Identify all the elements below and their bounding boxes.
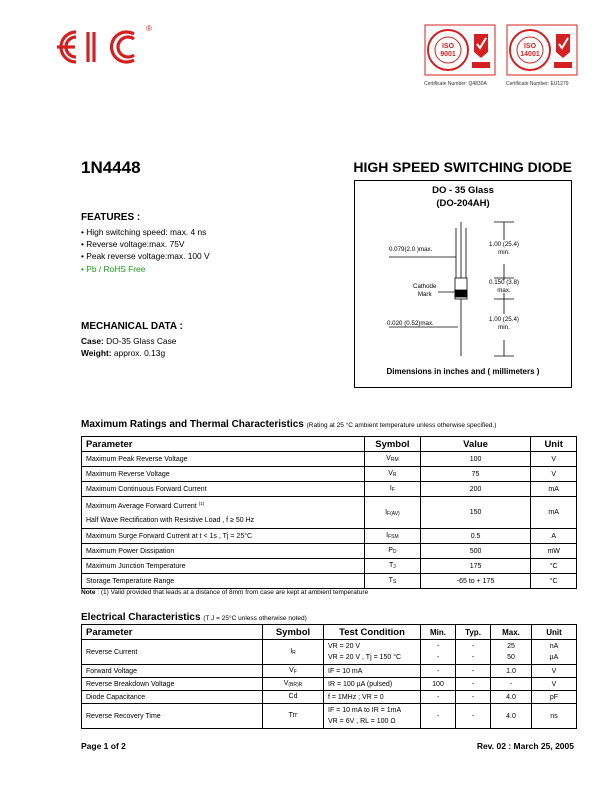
symbol: I bbox=[389, 485, 392, 492]
param-cell: Maximum Peak Reverse Voltage bbox=[82, 452, 365, 467]
case-label: Case: bbox=[81, 336, 104, 346]
symbol: T bbox=[389, 562, 394, 569]
symbol: P bbox=[388, 547, 393, 554]
symbol: V bbox=[289, 667, 294, 674]
condition-cell: f = 1MHz ; VR = 0 bbox=[324, 691, 421, 704]
symbol: V bbox=[388, 470, 393, 477]
cert-caption: Certificate Number: EU1279 bbox=[506, 81, 569, 87]
note-label: Note bbox=[81, 589, 96, 596]
symbol-cell bbox=[365, 452, 421, 467]
col-header: Unit bbox=[531, 437, 577, 452]
svg-text:14001: 14001 bbox=[520, 51, 540, 58]
dim-value: 1.00 (25.4) bbox=[489, 241, 519, 248]
dim-lead-dia: 0.079(2.0 )max. bbox=[389, 246, 433, 253]
col-header: Symbol bbox=[365, 437, 421, 452]
condition-line: VR = 6V , RL = 100 Ω bbox=[328, 718, 396, 725]
symbol-cell bbox=[365, 482, 421, 497]
revision: Rev. 02 : March 25, 2005 bbox=[476, 741, 574, 751]
mechanical-heading: MECHANICAL DATA : bbox=[81, 321, 183, 332]
feature-item: • Reverse voltage:max. 75V bbox=[81, 239, 185, 250]
param-cell: Maximum Power Dissipation bbox=[82, 544, 365, 559]
dim-body-len bbox=[487, 279, 521, 295]
symbol-cell bbox=[365, 497, 421, 529]
col-header: Unit bbox=[532, 625, 577, 640]
iso-9001-cert bbox=[424, 24, 496, 87]
svg-text:ISO: ISO bbox=[441, 43, 455, 50]
iso-14001-cert bbox=[506, 24, 578, 87]
dim-min: min. bbox=[498, 249, 510, 256]
max-cell: - bbox=[491, 678, 532, 691]
symbol: V bbox=[386, 455, 391, 462]
max-ratings-table bbox=[81, 436, 577, 589]
unit-cell: mA bbox=[531, 497, 577, 529]
param-cell: Reverse Recovery Time bbox=[82, 704, 263, 729]
typ-cell: - bbox=[456, 665, 491, 678]
symbol-sub: RM bbox=[390, 457, 399, 463]
typ-cell: - bbox=[456, 691, 491, 704]
max-cell: 1.0 bbox=[491, 665, 532, 678]
table-row bbox=[82, 691, 577, 704]
mechanical-data bbox=[81, 335, 176, 359]
param-cell: Maximum Reverse Voltage bbox=[82, 467, 365, 482]
param-cell: Maximum Junction Temperature bbox=[82, 559, 365, 574]
min-cell: - bbox=[421, 665, 456, 678]
col-header: Parameter bbox=[82, 437, 365, 452]
dim-lead-bot bbox=[487, 316, 521, 332]
table-row bbox=[82, 497, 577, 529]
features-list bbox=[81, 226, 210, 275]
mark-label: Mark bbox=[417, 291, 432, 298]
unit-cell: A bbox=[531, 529, 577, 544]
min-line: - bbox=[436, 643, 440, 650]
min-line: - bbox=[436, 654, 440, 661]
section-title: Maximum Ratings and Thermal Characteristics bbox=[81, 419, 304, 430]
param-line: Half Wave Rectification with Resistive Load , f ≥ 50 Hz bbox=[86, 517, 255, 524]
unit-cell: V bbox=[532, 678, 577, 691]
table-row bbox=[82, 452, 577, 467]
unit-line: µA bbox=[549, 654, 559, 661]
doc-title: HIGH SPEED SWITCHING DIODE bbox=[353, 159, 572, 175]
symbol: V bbox=[283, 680, 289, 687]
max-line: 25 bbox=[507, 643, 515, 650]
feature-item-rohs: • Pb / RoHS Free bbox=[81, 263, 146, 274]
table-row bbox=[82, 544, 577, 559]
typ-cell: - bbox=[456, 678, 491, 691]
value-cell: 175 bbox=[420, 559, 531, 574]
symbol-cell bbox=[263, 678, 324, 691]
min-cell: - bbox=[421, 704, 456, 729]
typ-cell: - bbox=[456, 704, 491, 729]
unit-cell: V bbox=[531, 467, 577, 482]
eic-logo bbox=[48, 24, 158, 70]
dim-max: max. bbox=[497, 287, 511, 294]
symbol-cell bbox=[263, 640, 324, 665]
unit-cell: mA bbox=[531, 482, 577, 497]
max-ratings-heading bbox=[81, 419, 496, 430]
table-header-row bbox=[82, 625, 577, 640]
param-cell: Reverse Breakdown Voltage bbox=[82, 678, 263, 691]
dim-min: min. bbox=[498, 324, 510, 331]
min-cell: 100 bbox=[421, 678, 456, 691]
condition-line: IF = 10 mA to IR = 1mA bbox=[328, 707, 402, 714]
symbol-sub: J bbox=[393, 564, 396, 570]
symbol-sub: R bbox=[392, 472, 397, 478]
symbol: Cd bbox=[288, 693, 298, 700]
symbol: I bbox=[386, 532, 389, 539]
case-value: DO-35 Glass Case bbox=[103, 336, 177, 346]
col-header: Symbol bbox=[263, 625, 324, 640]
table-row bbox=[82, 574, 577, 589]
param-cell: Maximum Surge Forward Current at t < 1s , Tj = 25°C bbox=[82, 529, 365, 544]
table-row bbox=[82, 678, 577, 691]
cathode-label: Cathode bbox=[413, 283, 437, 290]
features-heading: FEATURES : bbox=[81, 212, 141, 223]
symbol: T bbox=[388, 577, 393, 584]
unit-cell: pF bbox=[532, 691, 577, 704]
min-cell bbox=[421, 640, 456, 665]
dim-cathode bbox=[413, 283, 436, 299]
param-cell: Forward Voltage bbox=[82, 665, 263, 678]
value-cell: 100 bbox=[420, 452, 531, 467]
max-cell: 4.0 bbox=[491, 704, 532, 729]
condition-line: VR = 20 V , Tj = 150 °C bbox=[328, 654, 402, 661]
max-line: 50 bbox=[507, 654, 515, 661]
unit-cell: ns bbox=[532, 704, 577, 729]
symbol-sub: F(AV) bbox=[387, 510, 400, 517]
package-alt: (DO-204AH) bbox=[436, 198, 490, 209]
note-text: : (1) Valid provided that leads at a distance of 8mm from case are kept at ambient temperature bbox=[95, 589, 369, 596]
unit-cell: °C bbox=[531, 559, 577, 574]
typ-line: - bbox=[471, 643, 475, 650]
dim-value: 1.00 (25.4) bbox=[489, 316, 519, 323]
table-row bbox=[82, 467, 577, 482]
electrical-table bbox=[81, 624, 577, 729]
section-condition: (Rating at 25 °C ambient temperature unless otherwise specified.) bbox=[306, 422, 497, 429]
table-row bbox=[82, 665, 577, 678]
table-row bbox=[82, 529, 577, 544]
typ-cell bbox=[456, 640, 491, 665]
dim-body-dia: 0.020 (0.52)max. bbox=[387, 320, 434, 327]
feature-item: • Peak reverse voltage:max. 100 V bbox=[81, 251, 210, 262]
table-header-row bbox=[82, 437, 577, 452]
symbol-cell bbox=[365, 529, 421, 544]
param-cell: Reverse Current bbox=[82, 640, 263, 665]
col-header: Typ. bbox=[456, 625, 491, 640]
svg-text:ISO: ISO bbox=[523, 43, 537, 50]
symbol-cell bbox=[263, 704, 324, 729]
symbol-sub: (BR)R bbox=[288, 682, 303, 688]
symbol-cell bbox=[365, 467, 421, 482]
value-cell: -65 to + 175 bbox=[420, 574, 531, 589]
condition-cell: IF = 10 mA bbox=[324, 665, 421, 678]
package-caption: Dimensions in inches and ( millimeters ) bbox=[386, 367, 540, 376]
unit-line: nA bbox=[549, 643, 559, 650]
section-condition: (T J = 25°C unless otherwise noted) bbox=[203, 615, 307, 622]
table-row bbox=[82, 704, 577, 729]
symbol-cell bbox=[263, 665, 324, 678]
symbol: I bbox=[385, 508, 388, 516]
value-cell: 0.5 bbox=[420, 529, 531, 544]
col-header: Parameter bbox=[82, 625, 263, 640]
param-cell bbox=[82, 497, 365, 529]
svg-text:9001: 9001 bbox=[440, 51, 456, 58]
footnote-ref: (1) bbox=[198, 501, 205, 506]
unit-cell: V bbox=[531, 452, 577, 467]
symbol-sub: D bbox=[392, 549, 397, 555]
col-header: Min. bbox=[421, 625, 456, 640]
symbol-cell bbox=[365, 574, 421, 589]
symbol-cell bbox=[365, 544, 421, 559]
table-row bbox=[82, 640, 577, 665]
unit-cell: mW bbox=[531, 544, 577, 559]
page-number: Page 1 of 2 bbox=[81, 741, 126, 751]
symbol-sub: F bbox=[391, 487, 395, 493]
condition-line: VR = 20 V bbox=[328, 643, 361, 650]
dim-value: 0.150 (3.8) bbox=[489, 279, 519, 286]
unit-cell: V bbox=[532, 665, 577, 678]
param-cell: Maximum Continuous Forward Current bbox=[82, 482, 365, 497]
symbol-sub: R bbox=[292, 650, 296, 656]
value-cell: 200 bbox=[420, 482, 531, 497]
unit-cell bbox=[532, 640, 577, 665]
unit-cell: °C bbox=[531, 574, 577, 589]
col-header: Value bbox=[420, 437, 531, 452]
symbol-sub: S bbox=[392, 579, 397, 585]
symbol-sub: F bbox=[293, 669, 297, 675]
condition-cell bbox=[324, 704, 421, 729]
symbol-sub: FSM bbox=[388, 534, 399, 540]
max-cell bbox=[491, 640, 532, 665]
typ-line: - bbox=[471, 654, 475, 661]
table-row bbox=[82, 559, 577, 574]
value-cell: 150 bbox=[420, 497, 531, 529]
weight-value: approx. 0.13g bbox=[111, 348, 166, 359]
ratings-note bbox=[81, 589, 368, 596]
min-cell: - bbox=[421, 691, 456, 704]
value-cell: 500 bbox=[420, 544, 531, 559]
section-title: Electrical Characteristics bbox=[81, 612, 201, 623]
dim-lead-top bbox=[487, 241, 521, 257]
cert-caption: Certificate Number: Q4830A bbox=[424, 81, 487, 87]
part-number: 1N4448 bbox=[81, 158, 141, 177]
condition-cell bbox=[324, 640, 421, 665]
col-header: Max. bbox=[491, 625, 532, 640]
symbol: I bbox=[290, 648, 293, 655]
weight-label: Weight: bbox=[81, 348, 112, 359]
param-cell: Storage Temperature Range bbox=[82, 574, 365, 589]
symbol-cell bbox=[365, 559, 421, 574]
electrical-heading bbox=[81, 612, 307, 623]
package-name: DO - 35 Glass bbox=[432, 185, 494, 196]
package-drawing bbox=[354, 180, 572, 388]
condition-cell: IR = 100 µA (pulsed) bbox=[324, 678, 421, 691]
param-cell: Diode Capacitance bbox=[82, 691, 263, 704]
max-cell: 4.0 bbox=[491, 691, 532, 704]
feature-item: • High switching speed: max. 4 ns bbox=[81, 227, 207, 237]
col-header: Test Condition bbox=[324, 625, 421, 640]
registered-mark: ® bbox=[146, 24, 152, 33]
symbol-cell bbox=[263, 691, 324, 704]
value-cell: 75 bbox=[420, 467, 531, 482]
symbol: Trr bbox=[288, 712, 298, 719]
table-row bbox=[82, 482, 577, 497]
param-line: Maximum Average Forward Current bbox=[86, 503, 197, 510]
